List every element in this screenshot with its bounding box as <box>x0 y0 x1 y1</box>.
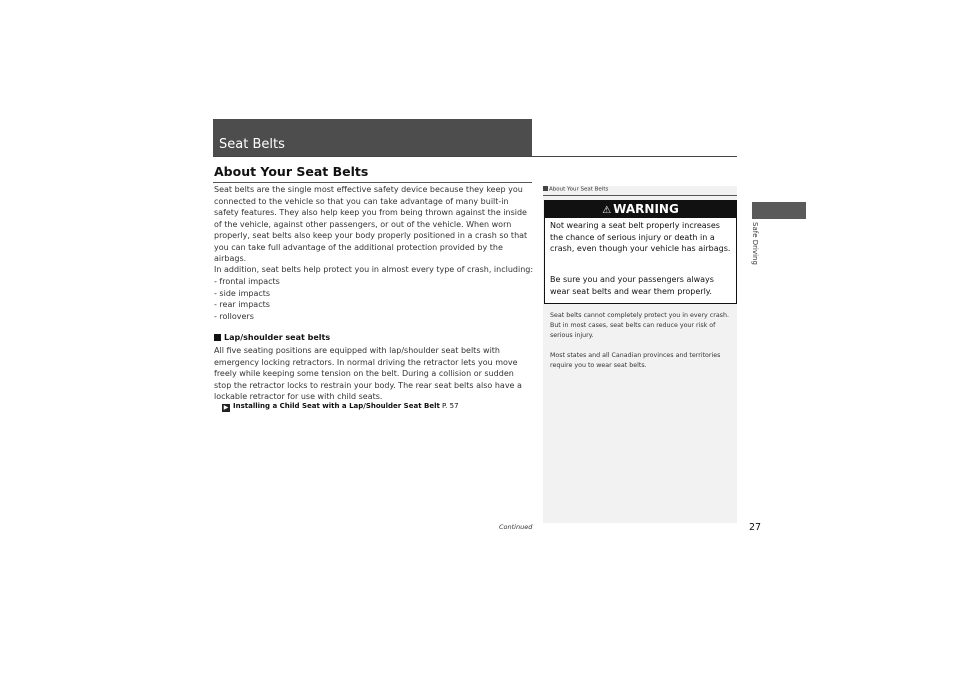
continued-label: Continued <box>499 523 533 531</box>
note-marker-icon <box>543 186 548 191</box>
square-bullet-icon <box>214 334 221 341</box>
chapter-label: Safe Driving <box>751 222 759 265</box>
crash-intro-text: In addition, seat belts help protect you in almost every type of crash, including: <box>214 265 534 274</box>
list-item: - frontal impacts <box>214 277 280 286</box>
impact-list <box>214 276 414 322</box>
side-note-2: Most states and all Canadian provinces and territories require you to wear seat belts. <box>550 352 721 369</box>
warning-text-2: Be sure you and your passengers always wear seat belts and wear them properly. <box>550 275 714 296</box>
list-item: - side impacts <box>214 288 271 298</box>
list-item: - rollovers <box>214 311 254 321</box>
lap-shoulder-paragraph: All five seating positions are equipped with lap/shoulder seat belts with emergency locking retractors. In normal driving the retractor lets you move freely while keeping some tension on the belt. During a collision or sudden stop the retractor locks to restrain your body. The rear seat belts also have a lockable retractor for use with child seats. <box>214 346 522 401</box>
lap-heading-text: Lap/shoulder seat belts <box>224 333 331 342</box>
side-label-text: About Your Seat Belts <box>549 186 609 193</box>
cross-reference-link[interactable] <box>222 402 459 412</box>
heading-divider <box>213 182 532 183</box>
side-label-divider <box>543 195 737 196</box>
warning-triangle-icon: ⚠ <box>602 205 612 216</box>
chapter-tab[interactable] <box>752 202 806 219</box>
side-panel-label <box>543 186 608 193</box>
header-divider <box>213 156 737 157</box>
warning-text-1: Not wearing a seat belt properly increases the chance of serious injury or death in a crash, even though your vehicle has airbags. <box>550 221 731 253</box>
intro-paragraph: Seat belts are the single most effective safety device because they keep you connected to the vehicle so that you can take advantage of many built-in safety features. They also help keep you from being thrown against the inside of the vehicle, against other passengers, or out of the vehicle. When worn properly, seat belts also keep your body properly positioned in a crash so that you can take full advantage of the additional protection provided by the airbags. <box>214 185 528 263</box>
xref-page: P. 57 <box>442 402 459 410</box>
side-note-1: Seat belts cannot completely protect you in every crash. But in most cases, seat belts can reduce your risk of serious injury. <box>550 312 729 339</box>
arrow-right-icon: ▶ <box>223 404 229 411</box>
list-item: - rear impacts <box>214 300 270 309</box>
page-number: 27 <box>749 522 762 533</box>
warning-header <box>545 201 736 218</box>
section-title: Seat Belts <box>219 137 285 152</box>
xref-title[interactable]: Installing a Child Seat with a Lap/Shoulder Seat Belt <box>233 402 440 410</box>
page-title: About Your Seat Belts <box>214 164 369 179</box>
lap-shoulder-heading <box>214 333 330 342</box>
warning-title: WARNING <box>613 202 679 216</box>
